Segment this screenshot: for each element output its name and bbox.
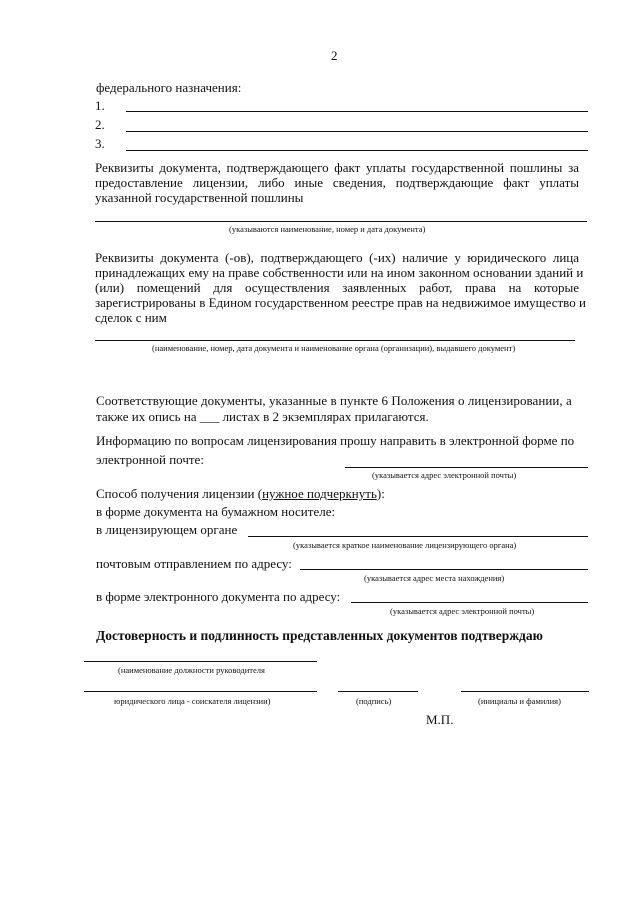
- fee-line-2: предоставление лицензии, либо иные сведения, подтверждающие факт уплаты: [95, 175, 579, 190]
- numbered-line-1: [126, 111, 588, 112]
- method-in-authority: в лицензирующем органе: [96, 522, 238, 537]
- property-line-4: зарегистрированы в Едином государственном реестре прав на недвижимое имущество и: [95, 295, 586, 310]
- method-suffix: ):: [376, 486, 385, 501]
- property-caption: (наименование, номер, дата документа и наименование органа (организации), выдавшего документ): [152, 343, 516, 353]
- documents-line-2-suffix: листах в 2 экземплярах прилагаются.: [222, 409, 429, 424]
- email-line-2: электронной почте:: [96, 452, 204, 467]
- email-line-1: Информацию по вопросам лицензирования прошу направить в электронной форме по: [96, 433, 575, 448]
- property-line-5: сделок с ним: [95, 310, 167, 325]
- electronic-address-line: [351, 602, 588, 603]
- property-paragraph: [95, 250, 586, 325]
- documents-line-2: [96, 409, 429, 425]
- method-electronic: в форме электронного документа по адресу:: [96, 589, 341, 604]
- method-prefix: Способ получения лицензии (: [96, 486, 263, 501]
- method-paper: в форме документа на бумажном носителе:: [96, 504, 336, 519]
- method-heading: [96, 486, 385, 502]
- signature-line: [338, 691, 418, 692]
- fee-line-1: Реквизиты документа, подтверждающего факт уплаты государственной пошлины за: [95, 160, 579, 175]
- method-underlined: нужное подчеркнуть: [262, 486, 377, 501]
- numbered-line-2: [126, 131, 588, 132]
- numbered-item-1: 1.: [95, 98, 105, 113]
- fee-line: [95, 221, 587, 222]
- entity-line: [84, 691, 317, 692]
- position-caption: (наименование должности руководителя: [118, 665, 265, 675]
- fee-paragraph: [95, 160, 579, 205]
- property-line-2: принадлежащих ему на праве собственности или на ином законном основании зданий и: [95, 265, 584, 280]
- documents-sheet-count-blank: ___: [199, 409, 220, 424]
- numbered-item-3: 3.: [95, 136, 105, 151]
- initials-caption: (инициалы и фамилия): [478, 696, 561, 706]
- method-by-post: почтовым отправлением по адресу:: [96, 556, 292, 571]
- stamp-place: М.П.: [426, 712, 454, 727]
- documents-line-2-prefix: также их опись на: [96, 409, 197, 424]
- electronic-address-caption: (указывается адрес электронной почты): [390, 606, 535, 616]
- post-address-line: [300, 569, 588, 570]
- page-number: 2: [331, 48, 338, 63]
- documents-line-1: Соответствующие документы, указанные в пункте 6 Положения о лицензировании, а: [96, 393, 572, 408]
- property-line-3: (или) помещений для осуществления заявленных работ, права на которые: [95, 280, 579, 295]
- email-line: [345, 467, 588, 468]
- authority-line: [248, 536, 588, 537]
- position-line: [84, 661, 317, 662]
- numbered-line-3: [126, 150, 588, 151]
- confirmation-statement: Достоверность и подлинность представленных документов подтверждаю: [96, 628, 543, 643]
- fee-caption: (указываются наименование, номер и дата документа): [229, 224, 426, 234]
- header-line: федерального назначения:: [96, 80, 242, 95]
- fee-line-3: указанной государственной пошлины: [95, 190, 304, 205]
- entity-caption: юридического лица - соискателя лицензии): [114, 696, 271, 706]
- email-caption: (указывается адрес электронной почты): [372, 470, 517, 480]
- property-line-1: Реквизиты документа (-ов), подтверждающего (-их) наличие у юридического лица: [95, 250, 579, 265]
- initials-line: [461, 691, 589, 692]
- property-line: [95, 340, 575, 341]
- numbered-item-2: 2.: [95, 117, 105, 132]
- authority-caption: (указывается краткое наименование лицензирующего органа): [293, 540, 517, 550]
- post-address-caption: (указывается адрес места нахождения): [364, 573, 505, 583]
- signature-caption: (подпись): [356, 696, 392, 706]
